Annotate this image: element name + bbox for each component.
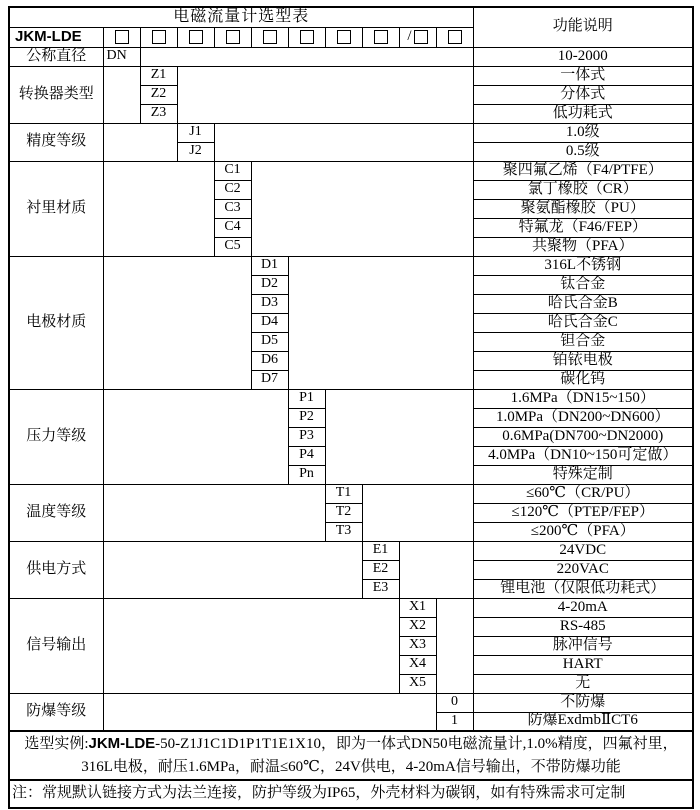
desc-cell: 316L不锈钢 (473, 256, 693, 275)
category-cell: 信号输出 (9, 598, 103, 693)
spacer-cell (436, 598, 473, 693)
model-box-cell-3 (177, 27, 214, 47)
model-checkbox-3[interactable] (189, 30, 203, 44)
model-box-cell-4 (214, 27, 251, 47)
desc-cell: 220VAC (473, 560, 693, 579)
category-cell: 供电方式 (9, 541, 103, 598)
code-cell: D6 (251, 351, 288, 370)
table-row (9, 541, 693, 560)
table-row (9, 693, 693, 712)
category-cell: 温度等级 (9, 484, 103, 541)
code-cell: C4 (214, 218, 251, 237)
code-cell: D1 (251, 256, 288, 275)
code-cell: C3 (214, 199, 251, 218)
code-cell: P1 (288, 389, 325, 408)
desc-cell: RS-485 (473, 617, 693, 636)
spacer-cell (325, 389, 473, 484)
spacer-cell (177, 66, 473, 123)
spacer-cell (103, 598, 399, 693)
model-box-cell-9 (399, 27, 436, 47)
desc-cell: 1.6MPa（DN15~150） (473, 389, 693, 408)
category-cell: 精度等级 (9, 123, 103, 161)
category-cell: 公称直径 (9, 47, 103, 66)
desc-cell: 碳化钨 (473, 370, 693, 389)
spacer-cell (103, 693, 436, 731)
selection-example (9, 731, 693, 780)
table-row (9, 123, 693, 142)
category-cell: 压力等级 (9, 389, 103, 484)
desc-cell: ≤120℃（PTEP/FEP） (473, 503, 693, 522)
table-row (9, 47, 693, 66)
code-cell: T1 (325, 484, 362, 503)
desc-cell: 24VDC (473, 541, 693, 560)
selection-table-sheet (8, 6, 694, 809)
code-cell: 1 (436, 712, 473, 731)
desc-cell: 4.0MPa（DN10~150可定做） (473, 446, 693, 465)
desc-cell: 聚四氟乙烯（F4/PTFE） (473, 161, 693, 180)
model-box-cell-8 (362, 27, 399, 47)
spacer-cell (140, 47, 473, 66)
code-cell: P3 (288, 427, 325, 446)
spacer-cell (103, 484, 325, 541)
category-cell: 防爆等级 (9, 693, 103, 731)
desc-cell: 无 (473, 674, 693, 693)
model-checkbox-5[interactable] (263, 30, 277, 44)
code-cell: E3 (362, 579, 399, 598)
code-cell: Pn (288, 465, 325, 484)
desc-cell: 钛合金 (473, 275, 693, 294)
code-cell: P4 (288, 446, 325, 465)
desc-cell: 铂铱电极 (473, 351, 693, 370)
spacer-cell (103, 541, 362, 598)
category-cell: 衬里材质 (9, 161, 103, 256)
example-row (9, 731, 693, 780)
desc-cell: 脉冲信号 (473, 636, 693, 655)
desc-cell: 氯丁橡胶（CR） (473, 180, 693, 199)
table-row (9, 484, 693, 503)
desc-cell: 哈氏合金B (473, 294, 693, 313)
table-row (9, 161, 693, 180)
spacer-cell (103, 66, 140, 123)
desc-cell: 特殊定制 (473, 465, 693, 484)
desc-cell: HART (473, 655, 693, 674)
model-checkbox-4[interactable] (226, 30, 240, 44)
spacer-cell (103, 256, 251, 389)
category-cell: 转换器类型 (9, 66, 103, 123)
code-cell: D7 (251, 370, 288, 389)
model-box-cell-7 (325, 27, 362, 47)
desc-cell: 哈氏合金C (473, 313, 693, 332)
desc-cell: 0.5级 (473, 142, 693, 161)
example-line-2: 316L电极，耐压1.6MPa，耐温≤60℃，24V供电，4-20mA信号输出，不带防爆功能 (81, 758, 621, 775)
spacer-cell (214, 123, 473, 161)
spacer-cell (251, 161, 473, 256)
spacer-cell (399, 541, 473, 598)
code-cell: DN (103, 47, 140, 66)
example-model-rest: -50-Z1J1C1D1P1T1E1X10，即为一体式DN50电磁流量计,1.0%精度，四氟衬里， (155, 736, 678, 752)
model-box-cell-2 (140, 27, 177, 47)
spacer-cell (103, 161, 214, 256)
model-box-cell-10 (436, 27, 473, 47)
code-cell: X4 (399, 655, 436, 674)
desc-cell: 特氟龙（F46/FEP） (473, 218, 693, 237)
code-cell: X5 (399, 674, 436, 693)
desc-cell: 1.0级 (473, 123, 693, 142)
category-cell: 电极材质 (9, 256, 103, 389)
spacer-cell (288, 256, 473, 389)
table-row (9, 598, 693, 617)
desc-cell: 低功耗式 (473, 104, 693, 123)
code-cell: D2 (251, 275, 288, 294)
note-row (9, 780, 693, 808)
code-cell: D5 (251, 332, 288, 351)
desc-cell: 不防爆 (473, 693, 693, 712)
desc-cell: 防爆ExdmbⅡCT6 (473, 712, 693, 731)
desc-cell: 一体式 (473, 66, 693, 85)
code-cell: C1 (214, 161, 251, 180)
note-text: 注：常规默认链接方式为法兰连接，防护等级为IP65，外壳材料为碳钢，如有特殊需求可定制 (9, 780, 693, 808)
example-line-1 (10, 733, 692, 756)
function-header: 功能说明 (473, 7, 693, 47)
code-cell: C2 (214, 180, 251, 199)
code-cell: C5 (214, 237, 251, 256)
model-prefix: JKM-LDE (9, 27, 103, 47)
desc-cell: 0.6MPa(DN700~DN2000) (473, 427, 693, 446)
code-cell: E2 (362, 560, 399, 579)
code-cell: P2 (288, 408, 325, 427)
table-row (9, 256, 693, 275)
code-cell: D3 (251, 294, 288, 313)
model-checkbox-1[interactable] (115, 30, 129, 44)
code-cell: X1 (399, 598, 436, 617)
model-checkbox-8[interactable] (374, 30, 388, 44)
code-cell: T2 (325, 503, 362, 522)
spacer-cell (103, 389, 288, 484)
model-checkbox-6[interactable] (300, 30, 314, 44)
code-cell: Z3 (140, 104, 177, 123)
model-checkbox-10[interactable] (448, 30, 462, 44)
selection-table (8, 6, 694, 809)
code-cell: E1 (362, 541, 399, 560)
code-cell: 0 (436, 693, 473, 712)
code-cell: Z2 (140, 85, 177, 104)
spacer-cell (103, 123, 177, 161)
desc-cell: 分体式 (473, 85, 693, 104)
code-cell: D4 (251, 313, 288, 332)
desc-cell: 钽合金 (473, 332, 693, 351)
example-label: 选型实例: (24, 736, 89, 752)
desc-cell: 共聚物（PFA） (473, 237, 693, 256)
table-title: 电磁流量计选型表 (9, 7, 473, 27)
desc-cell: ≤60℃（CR/PU） (473, 484, 693, 503)
code-cell: X3 (399, 636, 436, 655)
code-cell: Z1 (140, 66, 177, 85)
model-box-cell-6 (288, 27, 325, 47)
model-checkbox-7[interactable] (337, 30, 351, 44)
title-row (9, 7, 693, 27)
desc-cell: 1.0MPa（DN200~DN600） (473, 408, 693, 427)
code-cell: X2 (399, 617, 436, 636)
desc-cell: 4-20mA (473, 598, 693, 617)
table-row (9, 66, 693, 85)
slash-separator: / (407, 28, 412, 45)
desc-cell: 聚氨酯橡胶（PU） (473, 199, 693, 218)
code-cell: T3 (325, 522, 362, 541)
model-box-cell-1 (103, 27, 140, 47)
spacer-cell (362, 484, 473, 541)
model-checkbox-9[interactable] (414, 30, 428, 44)
code-cell: J1 (177, 123, 214, 142)
table-row (9, 389, 693, 408)
model-checkbox-2[interactable] (152, 30, 166, 44)
desc-cell: 10-2000 (473, 47, 693, 66)
desc-cell: 锂电池（仅限低功耗式） (473, 579, 693, 598)
model-box-cell-5 (251, 27, 288, 47)
example-model-code: JKM-LDE (88, 735, 156, 752)
code-cell: J2 (177, 142, 214, 161)
desc-cell: ≤200℃（PFA） (473, 522, 693, 541)
